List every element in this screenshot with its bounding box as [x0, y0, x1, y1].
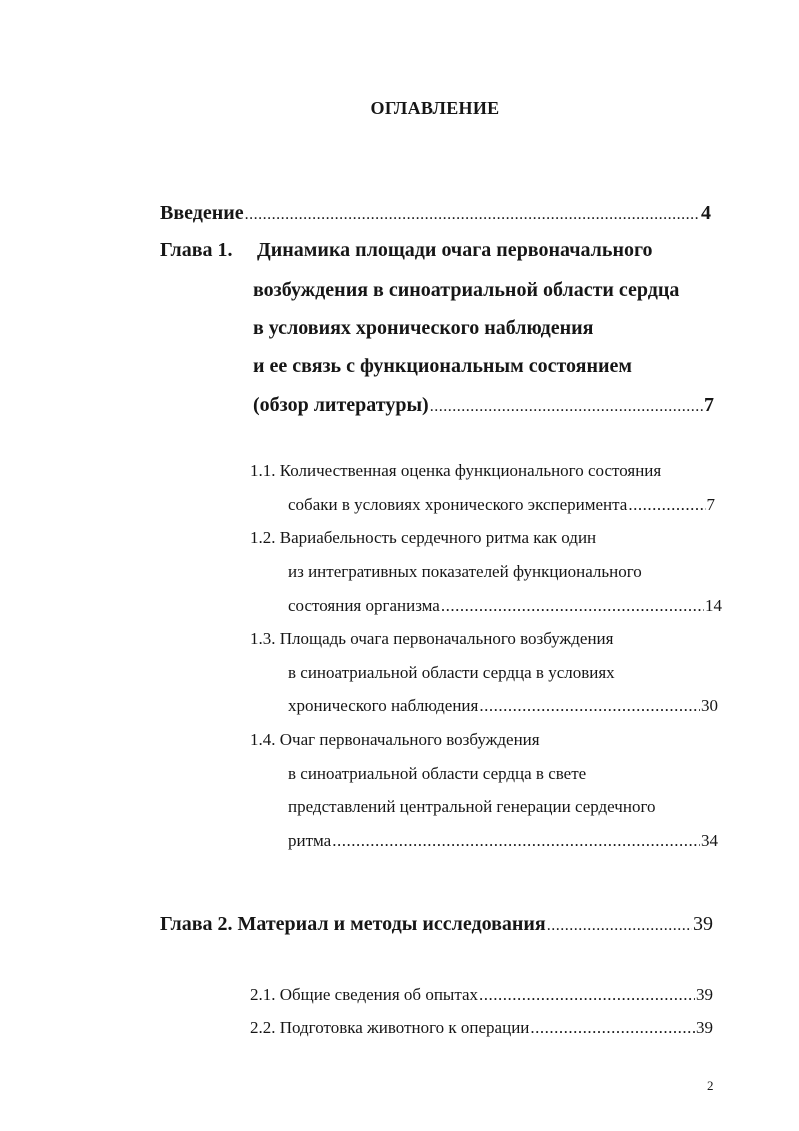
- toc-entry-text: состояния организма: [288, 596, 440, 615]
- page-number: 2: [707, 1078, 714, 1093]
- toc-entry-text: 2.2. Подготовка животного к операции: [250, 1018, 530, 1037]
- toc-entry-text: Динамика площади очага первоначального: [257, 239, 653, 261]
- toc-chapter-1-line-4[interactable]: [253, 355, 632, 378]
- toc-section-1-4-cont-3[interactable]: [288, 831, 718, 851]
- toc-section-1-2-cont[interactable]: [288, 562, 642, 582]
- toc-entry-text: в синоатриальной области сердца в условиях: [288, 663, 615, 682]
- toc-entry-intro[interactable]: [160, 202, 711, 225]
- toc-entry-text: и ее связь с функциональным состоянием: [253, 355, 632, 377]
- toc-page-number: 30: [701, 696, 718, 715]
- toc-section-2-1[interactable]: [250, 985, 713, 1005]
- leader-dots: [530, 1018, 695, 1038]
- toc-entry-text: возбуждения в синоатриальной области сердца: [253, 279, 680, 301]
- toc-chapter-2[interactable]: [160, 913, 713, 936]
- leader-dots: [479, 985, 695, 1005]
- leader-dots: [245, 206, 700, 224]
- toc-section-2-2[interactable]: [250, 1018, 713, 1038]
- toc-page-number: 4: [701, 202, 711, 224]
- toc-section-1-3-cont[interactable]: [288, 663, 615, 683]
- leader-dots: [332, 831, 700, 851]
- toc-entry-text: хронического наблюдения: [288, 696, 479, 715]
- toc-chapter-1-line-1[interactable]: [160, 239, 653, 262]
- toc-page-number: 7: [706, 495, 715, 514]
- toc-entry-text: ритма: [288, 831, 332, 850]
- toc-entry-text: 1.1. Количественная оценка функционального состояния: [250, 461, 662, 480]
- toc-section-1-2[interactable]: [250, 528, 596, 548]
- toc-entry-text: собаки в условиях хронического эксперимента: [288, 495, 628, 514]
- toc-entry-text: в условиях хронического наблюдения: [253, 317, 594, 339]
- toc-page-number: 14: [705, 596, 722, 615]
- toc-page-number: 39: [696, 1018, 713, 1037]
- toc-page-number: 7: [704, 394, 714, 416]
- toc-section-1-1[interactable]: [250, 461, 661, 481]
- toc-section-1-4[interactable]: [250, 730, 540, 750]
- toc-chapter-1-line-3[interactable]: [253, 317, 593, 340]
- leader-dots: [547, 917, 692, 935]
- toc-page-number: 39: [696, 985, 713, 1004]
- toc-entry-text: представлений центральной генерации сердечного: [288, 797, 656, 816]
- toc-section-1-3[interactable]: [250, 629, 613, 649]
- toc-section-1-3-cont-2[interactable]: [288, 696, 718, 716]
- toc-entry-text: из интегративных показателей функционального: [288, 562, 642, 581]
- toc-entry-text: 2.1. Общие сведения об опытах: [250, 985, 479, 1004]
- page-title: ОГЛАВЛЕНИЕ: [370, 98, 500, 118]
- toc-entry-text: 1.3. Площадь очага первоначального возбуждения: [250, 629, 614, 648]
- chapter-label: Глава 1.: [160, 239, 233, 261]
- toc-entry-text: 1.2. Вариабельность сердечного ритма как один: [250, 528, 597, 547]
- leader-dots: [441, 596, 704, 616]
- toc-section-1-1-cont[interactable]: [288, 495, 715, 515]
- toc-section-1-4-cont-2[interactable]: [288, 797, 656, 817]
- toc-entry-text: (обзор литературы): [253, 394, 429, 416]
- leader-dots: [479, 696, 700, 716]
- leader-dots: [430, 398, 703, 416]
- toc-page-number: 39: [693, 913, 713, 935]
- toc-entry-text: в синоатриальной области сердца в свете: [288, 764, 587, 783]
- toc-entry-text: Глава 2. Материал и методы исследования: [160, 913, 546, 935]
- toc-chapter-1-line-2[interactable]: [253, 279, 679, 302]
- toc-section-1-4-cont[interactable]: [288, 764, 586, 784]
- toc-section-1-2-cont-2[interactable]: [288, 596, 722, 616]
- toc-chapter-1-line-5[interactable]: [253, 394, 714, 417]
- toc-entry-text: 1.4. Очаг первоначального возбуждения: [250, 730, 540, 749]
- toc-entry-text: Введение: [160, 202, 244, 224]
- toc-page-number: 34: [701, 831, 718, 850]
- leader-dots: [628, 495, 705, 515]
